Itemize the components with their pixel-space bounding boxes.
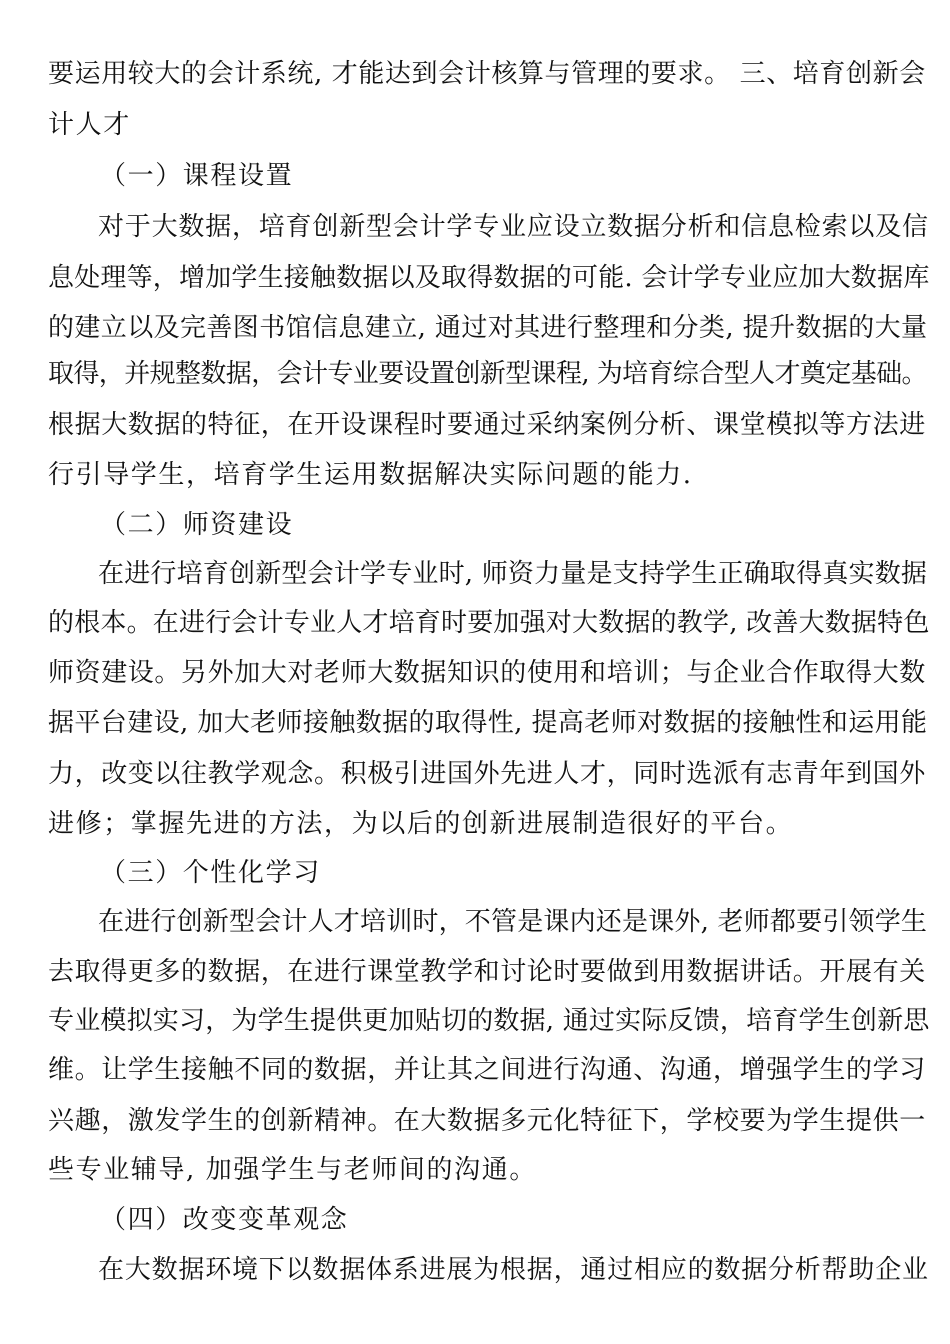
text-line: 师资建设。另外加大对老师大数据知识的使用和培训；与企业合作取得大数 <box>48 658 926 688</box>
text-line: 兴趣，激发学生的创新精神。在大数据多元化特征下，学校要为学生提供一 <box>48 1106 926 1136</box>
text-line: 的建立以及完善图书馆信息建立, 通过对其进行整理和分类, 提升数据的大量 <box>48 313 928 343</box>
text-line: 去取得更多的数据，在进行课堂教学和讨论时要做到用数据讲话。开展有关 <box>48 957 926 987</box>
section-heading: （四）改变变革观念 <box>100 1205 349 1235</box>
text-line: 行引导学生，培育学生运用数据解决实际问题的能力. <box>48 460 693 490</box>
text-line: 根据大数据的特征，在开设课程时要通过采纳案例分析、课堂模拟等方法进 <box>48 410 926 440</box>
text-line: 的根本。在进行会计专业人才培育时要加强对大数据的教学, 改善大数据特色 <box>48 608 930 638</box>
text-line: 取得，并规整数据，会计专业要设置创新型课程, 为培育综合型人才奠定基础。 <box>48 359 927 389</box>
text-line: 在进行创新型会计人才培训时，不管是课内还是课外, 老师都要引领学生 <box>98 907 928 937</box>
text-line: 力，改变以往教学观念。积极引进国外先进人才，同时选派有志青年到国外 <box>48 759 926 789</box>
text-line: 据平台建设, 加大老师接触数据的取得性, 提高老师对数据的接触性和运用能 <box>48 708 928 738</box>
text-line: 在进行培育创新型会计学专业时, 师资力量是支持学生正确取得真实数据 <box>98 559 928 589</box>
section-heading: （一）课程设置 <box>100 161 294 191</box>
text-line: 在大数据环境下以数据体系进展为根据，通过相应的数据分析帮助企业 <box>98 1255 929 1285</box>
section-heading: （二）师资建设 <box>100 510 294 540</box>
section-heading: （三）个性化学习 <box>100 858 321 888</box>
text-line: 维。让学生接触不同的数据，并让其之间进行沟通、沟通，增强学生的学习 <box>48 1055 926 1085</box>
text-line: 些专业辅导, 加强学生与老师间的沟通。 <box>48 1155 537 1185</box>
text-line: 要运用较大的会计系统, 才能达到会计核算与管理的要求。 三、培育创新会 <box>48 59 926 89</box>
text-line: 专业模拟实习，为学生提供更加贴切的数据, 通过实际反馈，培育学生创新思 <box>48 1006 930 1036</box>
text-line: 对于大数据，培育创新型会计学专业应设立数据分析和信息检索以及信 <box>98 212 929 242</box>
text-line: 进修；掌握先进的方法，为以后的创新进展制造很好的平台。 <box>48 809 794 839</box>
text-line: 计人才 <box>48 110 131 140</box>
text-line: 息处理等，增加学生接触数据以及取得数据的可能. 会计学专业应加大数据库 <box>48 263 930 293</box>
